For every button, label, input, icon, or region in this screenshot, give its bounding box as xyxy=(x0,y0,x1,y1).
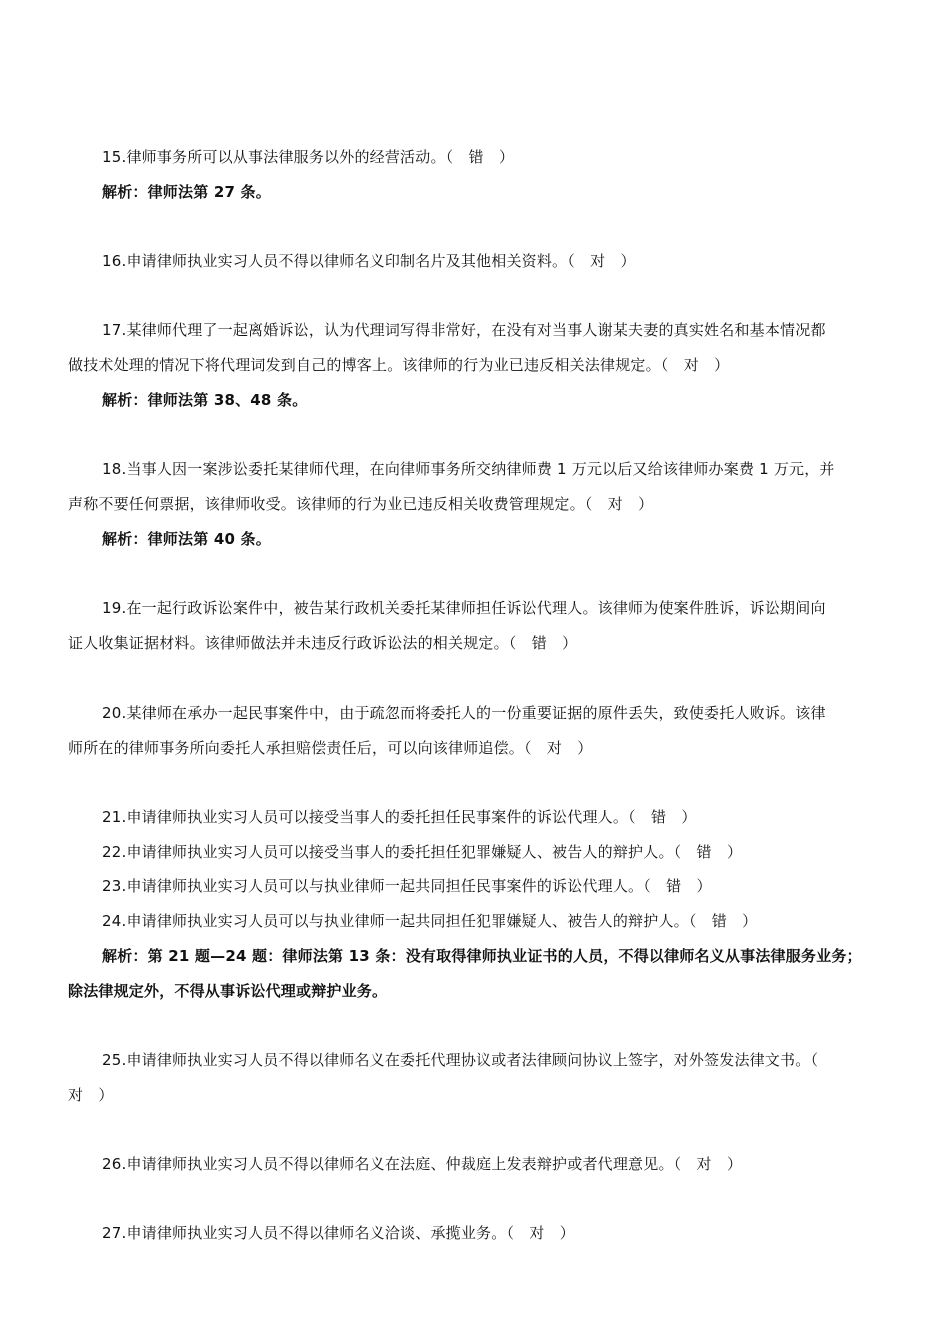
analysis-15: 解析：律师法第 27 条。 xyxy=(102,183,271,201)
question-18-line-2: 声称不要任何票据，该律师收受。该律师的行为业已违反相关收费管理规定。（ 对 ） xyxy=(68,495,654,513)
question-22: 22.申请律师执业实习人员可以接受当事人的委托担任犯罪嫌疑人、被告人的辩护人。（ 错 ） xyxy=(102,843,743,861)
question-18-line-1: 18.当事人因一案涉讼委托某律师代理，在向律师事务所交纳律师费 1 万元以后又给该律师办案费 1 万元，并 xyxy=(102,460,835,478)
analysis-21-24-line-1: 解析：第 21 题—24 题：律师法第 13 条：没有取得律师执业证书的人员，不得以律师名义从事法律服务业务； xyxy=(102,947,862,965)
question-23: 23.申请律师执业实习人员可以与执业律师一起共同担任民事案件的诉讼代理人。（ 错 ） xyxy=(102,877,712,895)
question-25-line-2: 对 ） xyxy=(68,1086,114,1104)
question-25-line-1: 25.申请律师执业实习人员不得以律师名义在委托代理协议或者法律顾问协议上签字，对外签发法律文书。（ xyxy=(102,1051,819,1069)
question-16: 16.申请律师执业实习人员不得以律师名义印制名片及其他相关资料。（ 对 ） xyxy=(102,252,636,270)
question-17-line-2: 做技术处理的情况下将代理词发到自己的博客上。该律师的行为业已违反相关法律规定。（ 对 ） xyxy=(68,356,730,374)
analysis-18: 解析：律师法第 40 条。 xyxy=(102,530,271,548)
question-20-line-1: 20.某律师在承办一起民事案件中，由于疏忽而将委托人的一份重要证据的原件丢失，致使委托人败诉。该律 xyxy=(102,704,826,722)
question-26: 26.申请律师执业实习人员不得以律师名义在法庭、仲裁庭上发表辩护或者代理意见。（ 对 ） xyxy=(102,1155,743,1173)
question-19-line-2: 证人收集证据材料。该律师做法并未违反行政诉讼法的相关规定。（ 错 ） xyxy=(68,634,578,652)
question-21: 21.申请律师执业实习人员可以接受当事人的委托担任民事案件的诉讼代理人。（ 错 ） xyxy=(102,808,697,826)
question-15: 15.律师事务所可以从事法律服务以外的经营活动。（ 错 ） xyxy=(102,148,515,166)
analysis-17: 解析：律师法第 38、48 条。 xyxy=(102,391,308,409)
question-27: 27.申请律师执业实习人员不得以律师名义洽谈、承揽业务。（ 对 ） xyxy=(102,1224,575,1242)
question-17-line-1: 17.某律师代理了一起离婚诉讼，认为代理词写得非常好，在没有对当事人谢某夫妻的真实姓名和基本情况都 xyxy=(102,321,826,339)
question-24: 24.申请律师执业实习人员可以与执业律师一起共同担任犯罪嫌疑人、被告人的辩护人。（ 错 ） xyxy=(102,912,758,930)
analysis-21-24-line-2: 除法律规定外，不得从事诉讼代理或辩护业务。 xyxy=(68,982,388,1000)
question-19-line-1: 19.在一起行政诉讼案件中，被告某行政机关委托某律师担任诉讼代理人。该律师为使案件胜诉，诉讼期间向 xyxy=(102,599,826,617)
question-20-line-2: 师所在的律师事务所向委托人承担赔偿责任后，可以向该律师追偿。（ 对 ） xyxy=(68,739,593,757)
